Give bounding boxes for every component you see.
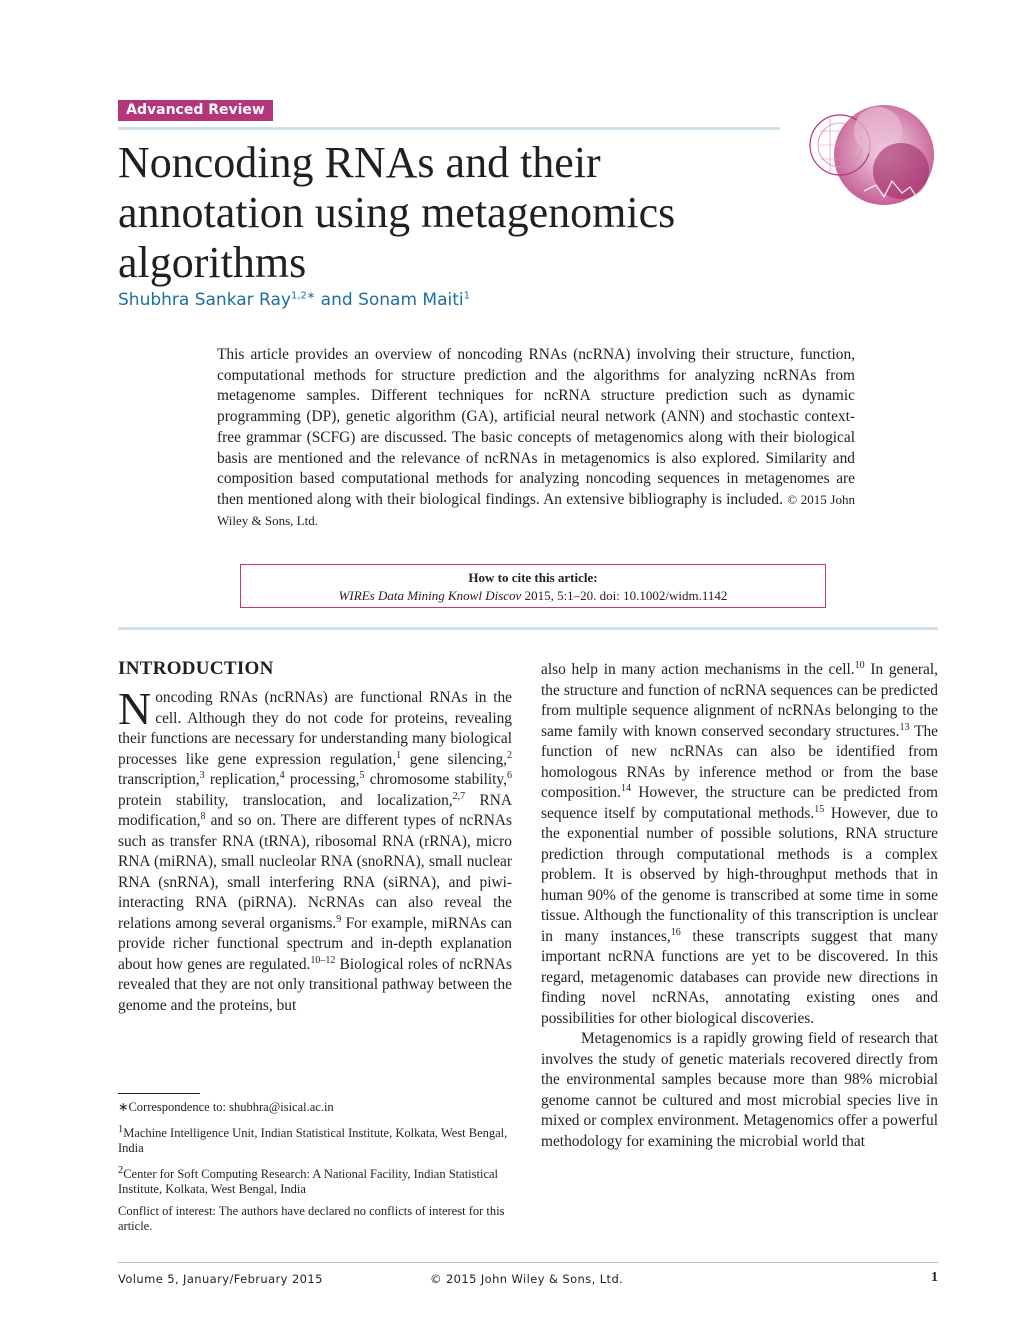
correspondence-note[interactable]: ∗Correspondence to: shubhra@isical.ac.in	[118, 1100, 334, 1114]
abstract	[217, 345, 855, 531]
drop-cap: N	[118, 683, 152, 734]
affiliation-note	[118, 1122, 514, 1157]
affiliation-number: 1	[118, 1123, 124, 1135]
text-run: and so on. There are different types of ncRNAs such as transfer RNA (tRNA), ribosomal RNA (rRNA), micro RNA (miRNA), small nucleolar RNA (snoRNA), small nuclear RNA (snRNA), small interfering RNA (siRNA), and piwi-interacting RNA (piRNA). NcRNAs can also reveal the relations among several organisms.	[118, 812, 512, 932]
intro-paragraph	[118, 683, 513, 1016]
reference-mark[interactable]: 10	[854, 659, 865, 671]
text-run: However, due to the exponential number of possible solutions, RNA structure prediction through computational methods is a complex problem. It is observed by high-throughput methods that in human 90% of the genome is transcribed at some time in some tissue. Although the functionality of this transcription is unclear in many instances,	[541, 804, 938, 945]
reference-mark[interactable]: 6	[506, 769, 512, 781]
text-run: protein stability, translocation, and localization,	[118, 791, 453, 809]
footer-copyright: © 2015 John Wiley & Sons, Ltd.	[430, 1272, 624, 1286]
text-run: transcription,	[118, 771, 200, 788]
section-rule	[118, 627, 938, 630]
reference-mark[interactable]: 8	[200, 810, 206, 822]
text-run: also help in many action mechanisms in the cell.	[541, 661, 855, 678]
reference-mark[interactable]: 3	[199, 769, 205, 781]
section-badge: Advanced Review	[118, 100, 273, 121]
citation-details: 2015, 5:1–20. doi: 10.1002/widm.1142	[521, 588, 728, 603]
author-line	[118, 290, 470, 310]
reference-mark[interactable]: 13	[899, 721, 910, 733]
section-heading: INTRODUCTION	[118, 658, 274, 679]
text-run: In general, the structure and function of ncRNA sequences can be predicted from multiple sequence alignment of ncRNAs belonging to the same family with known conserved secondary structures.	[541, 661, 938, 740]
text-run: replication,	[204, 771, 280, 788]
text-run: chromosome stability,	[364, 771, 507, 788]
affiliation-number: 2	[118, 1164, 124, 1176]
citation-journal: WIREs Data Mining Knowl Discov	[338, 588, 522, 603]
body-column-left	[118, 683, 513, 1016]
footnotes	[118, 1100, 514, 1241]
journal-logo-icon	[806, 101, 938, 223]
reference-mark[interactable]: 9	[336, 913, 342, 925]
reference-mark[interactable]: 1	[396, 749, 402, 761]
body-column-right	[541, 660, 938, 1152]
affiliation-text: Machine Intelligence Unit, Indian Statistical Institute, Kolkata, West Bengal, India	[118, 1125, 508, 1156]
text-run: oncoding RNAs (ncRNAs) are functional RNAs in the cell. Although they do not code for proteins, revealing their functions are necessary for understanding many biological processes like gene expression regulation,	[118, 689, 512, 768]
citation-heading: How to cite this article:	[468, 570, 598, 585]
affiliation-text: Center for Soft Computing Research: A National Facility, Indian Statistical Institute, Kolkata, West Bengal, India	[118, 1166, 499, 1197]
author-name[interactable]: Sonam Maiti	[358, 290, 464, 310]
reference-mark[interactable]: 2	[507, 749, 512, 761]
reference-mark[interactable]: 4	[279, 769, 285, 781]
footer-rule	[118, 1262, 938, 1263]
text-run: Biological roles of ncRNAs revealed that they are not only transitional pathway between the genome and the proteins, but	[118, 955, 512, 1014]
affiliation-note	[118, 1163, 514, 1198]
author-name[interactable]: Shubhra Sankar Ray	[118, 290, 291, 310]
reference-mark[interactable]: 5	[359, 769, 365, 781]
reference-mark[interactable]: 14	[620, 782, 631, 794]
header-rule	[118, 127, 780, 130]
reference-mark[interactable]: 2,7	[452, 790, 466, 802]
text-run: RNA modification,	[118, 791, 513, 829]
intro-paragraph	[541, 660, 938, 1029]
text-run: For example, miRNAs can provide richer functional spectrum and in-depth explanation about how genes are regulated.	[118, 914, 512, 973]
text-run: The function of new ncRNAs can also be identified from homologous RNAs by inference method or from the base composition.	[541, 722, 938, 801]
text-run: these transcripts suggest that many important ncRNA functions are yet to be discovered. In this regard, metagenomic databases can provide new directions in finding novel ncRNAs, annotating existing ones and possibilities for other biological discoveries.	[541, 927, 938, 1027]
text-run: However, the structure can be predicted from sequence itself by computational methods.	[541, 784, 938, 822]
footnote-rule	[118, 1093, 200, 1094]
reference-mark[interactable]: 16	[670, 926, 681, 938]
author-affiliation-mark: 1	[463, 290, 470, 302]
reference-mark[interactable]: 15	[814, 803, 825, 815]
article-title: Noncoding RNAs and their annotation using metagenomics algorithms	[118, 138, 676, 287]
text-run: gene silencing,	[401, 750, 507, 768]
conflict-note: Conflict of interest: The authors have declared no conflicts of interest for this article.	[118, 1203, 505, 1234]
abstract-copyright: © 2015 John Wiley & Sons, Ltd.	[217, 491, 855, 528]
text-run: processing,	[284, 771, 360, 788]
citation-box	[240, 564, 826, 608]
citation-text[interactable]	[241, 587, 825, 605]
reference-mark[interactable]: 10–12	[310, 954, 336, 966]
footer-volume: Volume 5, January/February 2015	[118, 1272, 323, 1286]
intro-paragraph: Metagenomics is a rapidly growing field of research that involves the study of genetic materials recovered directly from the environmental samples because more than 98% microbial genome cannot be cultured and most microbial species live in mixed or complex environment. Metagenomics offer a powerful methodology for examining the microbial world that	[541, 1030, 938, 1150]
page-number: 1	[931, 1270, 938, 1285]
author-conjunction: and	[315, 290, 359, 310]
abstract-text: This article provides an overview of noncoding RNAs (ncRNA) involving their structure, function, computational methods for structure prediction and the algorithms for analyzing ncRNAs from metagenome samples. Different techniques for ncRNA structure prediction such as dynamic programming (DP), genetic algorithm (GA), artificial neural network (ANN) and stochastic context-free grammar (SCFG) are discussed. The basic concepts of metagenomics along with their biological basis are mentioned and the relevance of ncRNAs in metagenomics is also explored. Similarity and composition based computational methods for analyzing noncoding sequences in metagenomes are then mentioned along with their biological findings. An extensive bibliography is included.	[217, 346, 855, 508]
author-affiliation-mark: 1,2∗	[290, 290, 316, 302]
